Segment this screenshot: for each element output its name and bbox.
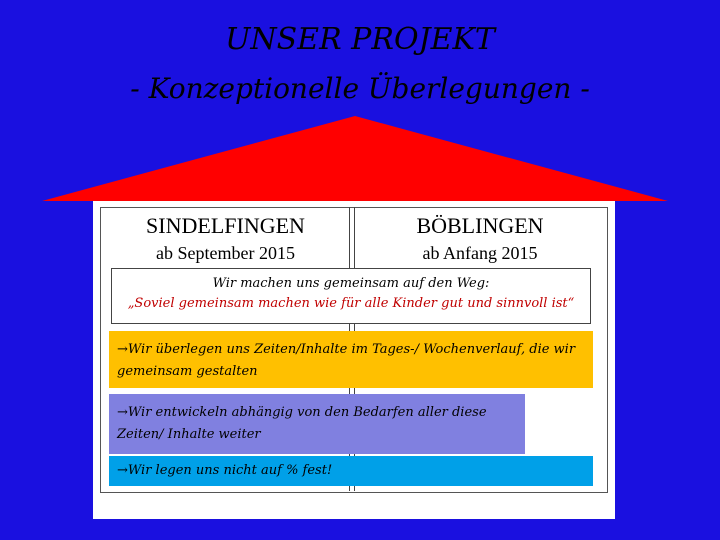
arrow-right-icon: → (117, 405, 128, 420)
step-box-no-percent (109, 456, 593, 486)
column-boeblingen-name: BÖBLINGEN (416, 213, 544, 238)
house-roof (0, 0, 720, 210)
column-sindelfingen-name: SINDELFINGEN (146, 213, 305, 238)
roof-triangle (42, 116, 668, 201)
column-sindelfingen-date: ab September 2015 (156, 243, 295, 263)
column-boeblingen-date: ab Anfang 2015 (422, 243, 538, 263)
arrow-right-icon: → (117, 342, 128, 357)
slide-title: UNSER PROJEKT (225, 22, 495, 57)
step-text: Wir überlegen uns Zeiten/Inhalte im Tages-/ Wochenverlauf, die wir gemeinsam gestalten (117, 342, 576, 379)
step-text: Wir entwickeln abhängig von den Bedarfen aller diese Zeiten/ Inhalte weiter (117, 405, 487, 442)
slide-subtitle: - Konzeptionelle Überlegungen - (130, 72, 590, 105)
shared-path-box (111, 268, 591, 324)
path-box-quote: „Soviel gemeinsam machen wie für alle Kinder gut und sinnvoll ist“ (127, 296, 575, 311)
arrow-right-icon: → (117, 463, 128, 478)
step-text: Wir legen uns nicht auf % fest! (127, 463, 333, 478)
path-box-line: Wir machen uns gemeinsam auf den Weg: (212, 276, 490, 291)
step-box-times-contents (109, 331, 593, 388)
step-box-develop (109, 394, 525, 454)
